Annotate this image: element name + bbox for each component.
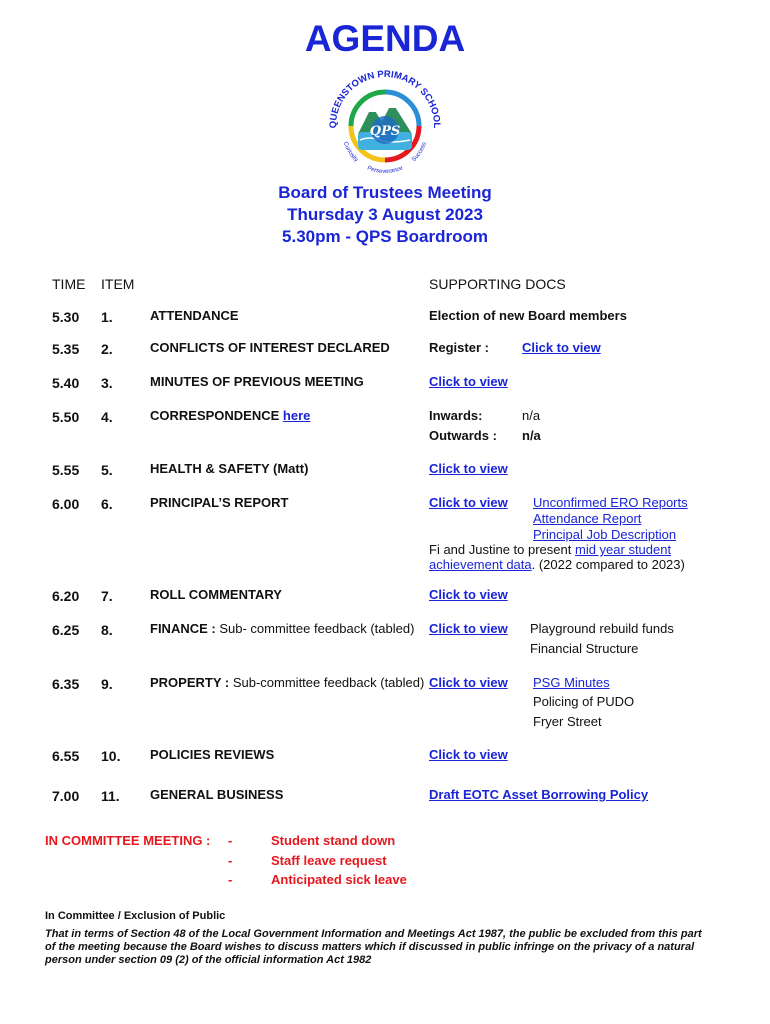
- roll-commentary-link[interactable]: Click to view: [429, 587, 508, 602]
- row-time: 6.55: [52, 748, 80, 764]
- row-item: CORRESPONDENCE: [150, 408, 280, 423]
- inwards-value: n/a: [522, 408, 541, 423]
- property-note: Fryer Street: [533, 714, 602, 729]
- col-time-header: TIME: [52, 276, 86, 292]
- bullet-dash: -: [228, 833, 233, 848]
- logo-initials: QPS: [369, 124, 401, 139]
- finance-note: Playground rebuild funds: [530, 621, 674, 636]
- principal-report-link[interactable]: Click to view: [429, 495, 508, 510]
- meeting-title: Board of Trustees Meeting: [278, 183, 492, 202]
- job-description-link[interactable]: Principal Job Description: [533, 527, 677, 542]
- achievement-data-link-2[interactable]: achievement data: [429, 557, 532, 572]
- finance-link[interactable]: Click to view: [429, 621, 508, 636]
- achievement-data-link[interactable]: mid year student: [574, 542, 672, 557]
- row-item: PRINCIPAL’S REPORT: [150, 495, 289, 510]
- row-time: 6.20: [52, 588, 80, 604]
- attendance-report-link[interactable]: Attendance Report: [533, 511, 642, 526]
- outwards-value: n/a: [522, 428, 541, 443]
- principal-note-line-2: [429, 557, 685, 572]
- row-time: 5.55: [52, 462, 80, 478]
- health-safety-link[interactable]: Click to view: [429, 461, 508, 476]
- row-item: GENERAL BUSINESS: [150, 787, 284, 802]
- ero-reports-link[interactable]: Unconfirmed ERO Reports: [533, 495, 688, 510]
- row-number: 1.: [101, 309, 113, 325]
- outwards-label: Outwards :: [429, 428, 497, 443]
- row-time: 6.25: [52, 622, 80, 638]
- row-item: ROLL COMMENTARY: [150, 587, 282, 602]
- minutes-link[interactable]: Click to view: [429, 374, 508, 389]
- logo-value-2: Perseverance: [366, 165, 404, 176]
- footer-line: person under section 09 (2) of the official information Act 1982: [45, 954, 372, 966]
- finance-note: Financial Structure: [530, 641, 639, 656]
- row-number: 6.: [101, 496, 113, 512]
- footer-title: In Committee / Exclusion of Public: [45, 910, 226, 922]
- row-number: 8.: [101, 622, 113, 638]
- property-link[interactable]: Click to view: [429, 675, 508, 690]
- eotc-policy-link[interactable]: Draft EOTC Asset Borrowing Policy: [429, 787, 649, 802]
- row-time: 6.00: [52, 496, 80, 512]
- row-number: 3.: [101, 375, 113, 391]
- row-time: 6.35: [52, 676, 80, 692]
- school-logo: [322, 60, 448, 186]
- row-item-detail: Sub- committee feedback (tabled): [215, 621, 415, 636]
- bullet-dash: -: [228, 872, 233, 887]
- row-time: 5.35: [52, 341, 80, 357]
- property-note: Policing of PUDO: [533, 694, 635, 709]
- row-doc-text: Election of new Board members: [429, 308, 627, 323]
- svg-text:Perseverance: [366, 165, 404, 175]
- row-item: POLICIES REVIEWS: [150, 747, 275, 762]
- footer-line: of the meeting because the Board wishes to discuss matters which if discussed in public infringe on the privacy of a natural: [45, 941, 695, 953]
- psg-minutes-link[interactable]: PSG Minutes: [533, 675, 610, 690]
- meeting-time-place: 5.30pm - QPS Boardroom: [282, 227, 488, 246]
- row-item: PROPERTY :: [150, 675, 230, 690]
- row-item: HEALTH & SAFETY (Matt): [150, 461, 309, 476]
- correspondence-link[interactable]: here: [282, 408, 311, 423]
- logo-value-3: Success: [411, 141, 428, 164]
- inwards-label: Inwards:: [429, 408, 483, 423]
- agenda-title: AGENDA: [304, 18, 466, 59]
- policies-link[interactable]: Click to view: [429, 747, 508, 762]
- row-number: 5.: [101, 462, 113, 478]
- row-time: 5.40: [52, 375, 80, 391]
- col-item-header: ITEM: [101, 276, 135, 292]
- row-time: 7.00: [52, 788, 80, 804]
- bullet-dash: -: [228, 853, 233, 868]
- committee-item: Anticipated sick leave: [271, 872, 407, 887]
- in-committee-label: IN COMMITTEE MEETING :: [45, 833, 211, 848]
- row-number: 4.: [101, 409, 113, 425]
- footer-line: That in terms of Section 48 of the Local Government Information and Meetings Act 1987, the public be excluded from this part: [45, 928, 702, 940]
- committee-item: Staff leave request: [271, 853, 387, 868]
- row-item: ATTENDANCE: [150, 308, 239, 323]
- meeting-date: Thursday 3 August 2023: [287, 205, 483, 224]
- committee-item: Student stand down: [271, 833, 396, 848]
- row-number: 11.: [101, 788, 120, 804]
- row-number: 10.: [101, 748, 121, 764]
- register-label: Register :: [429, 340, 489, 355]
- row-number: 2.: [101, 341, 113, 357]
- logo-value-1: Curiosity: [341, 141, 359, 164]
- register-link[interactable]: Click to view: [522, 340, 601, 355]
- principal-note: [429, 542, 671, 557]
- logo-school-name: QUEENSTOWN PRIMARY SCHOOL: [327, 68, 443, 129]
- row-time: 5.50: [52, 409, 80, 425]
- row-number: 9.: [101, 676, 113, 692]
- row-item-detail: Sub-committee feedback (tabled): [229, 675, 425, 690]
- row-time: 5.30: [52, 309, 80, 325]
- row-item: FINANCE :: [150, 621, 216, 636]
- row-item: MINUTES OF PREVIOUS MEETING: [150, 374, 364, 389]
- row-number: 7.: [101, 588, 113, 604]
- col-docs-header: SUPPORTING DOCS: [429, 276, 566, 292]
- note-text-post: . (2022 compared to 2023): [531, 557, 685, 572]
- note-text: Fi and Justine to present: [429, 542, 575, 557]
- row-item: CONFLICTS OF INTEREST DECLARED: [150, 340, 390, 355]
